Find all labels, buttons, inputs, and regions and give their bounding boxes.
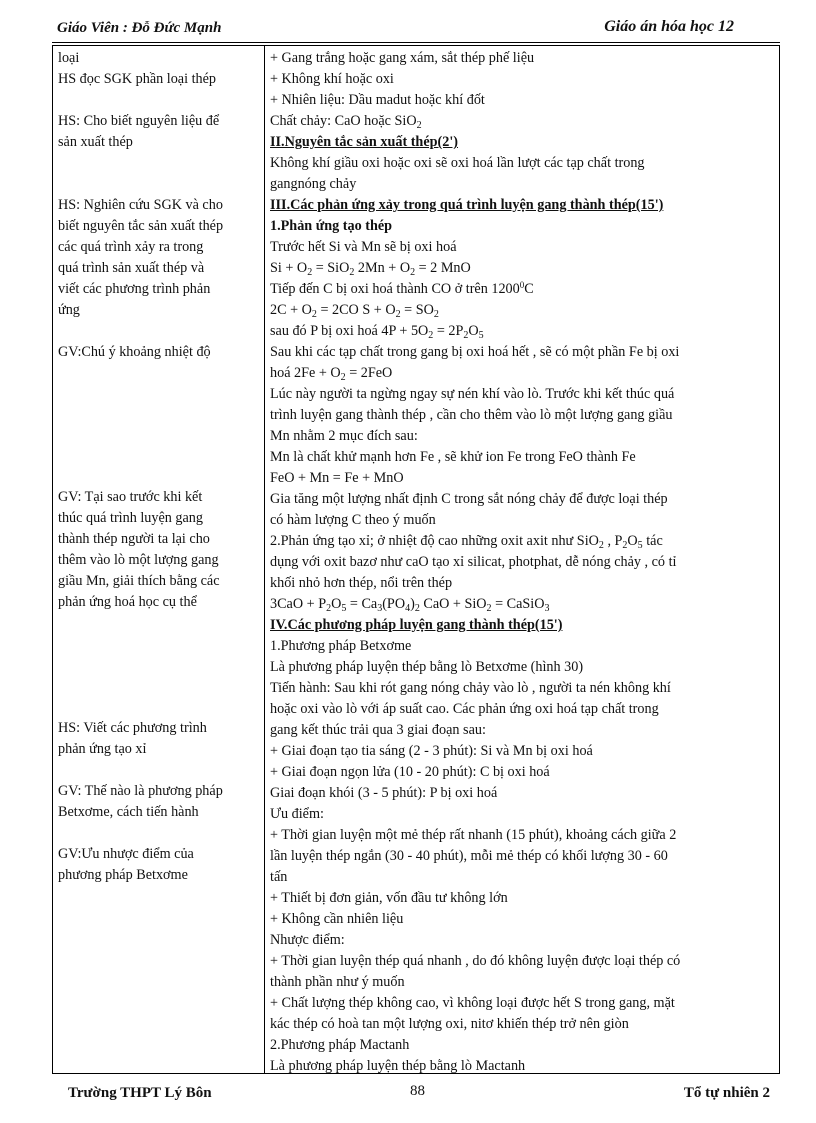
left-line: thành thép người ta lại cho (58, 531, 210, 547)
right-line: Tiến hành: Sau khi rót gang nóng chảy vào lò , người ta nén không khí (270, 680, 671, 696)
right-line: lần luyện thép ngắn (30 - 40 phút), mỗi mẻ thép có khối lượng 30 - 60 (270, 848, 668, 864)
table-column-divider (264, 46, 265, 1074)
right-line: + Thiết bị đơn giản, vốn đầu tư không lớn (270, 890, 508, 906)
header-rule (52, 42, 780, 43)
equation-line: FeO + Mn = Fe + MnO (270, 470, 404, 486)
right-line: + Giai đoạn ngọn lửa (10 - 20 phút): C bị oxi hoá (270, 764, 550, 780)
left-line: các quá trình xảy ra trong (58, 239, 204, 255)
equation-line: hoá $2Fe + O_2 = 2FeO$ (270, 365, 393, 383)
left-line: phản ứng hoá học cụ thể (58, 594, 197, 610)
left-line: thúc quá trình luyện gang (58, 510, 203, 526)
left-line: ứng (58, 302, 80, 318)
right-line: 1.Phương pháp Betxơme (270, 638, 412, 654)
left-line: quá trình sản xuất thép và (58, 260, 205, 276)
right-line: + Thời gian luyện thép quá nhanh , do đó không luyện được loại thép có (270, 953, 681, 969)
right-line: trình luyện gang thành thép , cần cho thêm vào lò một lượng gang giầu (270, 407, 673, 423)
right-line: + Gang trắng hoặc gang xám, sắt thép phế liệu (270, 50, 535, 66)
equation-line: $2C + O_2 = 2CO$ $S + O_2 = SO_2$ (270, 302, 439, 320)
left-line: HS: Cho biết nguyên liệu để (58, 113, 220, 129)
left-line: thêm vào lò một lượng gang (58, 552, 219, 568)
right-line: Mn nhằm 2 mục đích sau: (270, 428, 418, 444)
right-line: Nhược điểm: (270, 932, 345, 948)
right-line: Sau khi các tạp chất trong gang bị oxi hoá hết , sẽ có một phần Fe bị oxi (270, 344, 680, 360)
left-line: giầu Mn, giải thích bằng các (58, 573, 220, 589)
section-heading-iv: IV.Các phương pháp luyện gang thành thép(15') (270, 617, 563, 633)
right-line: hoặc oxi vào lò với áp suất cao. Các phản ứng oxi hoá tạp chất trong (270, 701, 659, 717)
right-line: có hàm lượng C theo ý muốn (270, 512, 436, 528)
right-line: gang kết thúc trải qua 3 giai đoạn sau: (270, 722, 486, 738)
right-line: + Thời gian luyện một mẻ thép rất nhanh (15 phút), khoảng cách giữa 2 (270, 827, 677, 843)
right-line: Lúc này người ta ngừng ngay sự nén khí vào lò. Trước khi kết thúc quá (270, 386, 675, 402)
footer-group: Tổ tự nhiên 2 (683, 1085, 770, 1101)
header-subject: Giáo án hóa học 12 (604, 18, 734, 35)
right-line: Tiếp đến C bị oxi hoá thành CO ở trên 1200$^0$C (270, 280, 534, 297)
equation-line: $3CaO + P_2O_5 = Ca_3(PO_4)_2$ CaO + SiO$_2$ = CaSiO$_3$ (270, 596, 550, 614)
lesson-table (52, 46, 780, 1074)
section-heading-ii: II.Nguyên tắc sản xuất thép(2') (270, 134, 458, 150)
header-teacher: Giáo Viên : Đỗ Đức Mạnh (57, 20, 222, 36)
table-right-border (779, 46, 780, 1074)
right-line: + Không cần nhiên liệu (270, 911, 404, 927)
right-line: + Nhiên liệu: Dầu madut hoặc khí đốt (270, 92, 485, 108)
left-line: HS: Viết các phương trình (58, 720, 207, 736)
left-line: HS: Nghiên cứu SGK và cho (58, 197, 223, 213)
right-line: Mn là chất khử mạnh hơn Fe , sẽ khử ion Fe trong FeO thành Fe (270, 449, 636, 465)
right-line: Là phương pháp luyện thép bằng lò Mactanh (270, 1058, 526, 1074)
left-line: GV:Chú ý khoảng nhiệt độ (58, 344, 211, 360)
footer-school: Trường THPT Lý Bôn (68, 1085, 212, 1101)
right-line: dụng với oxit bazơ như caO tạo xỉ silicat, photphat, dễ nóng chảy , có tỉ (270, 554, 677, 570)
equation-line: $Si + O_2 = SiO_2$ $2Mn + O_2 = 2$ MnO (270, 260, 471, 278)
right-line: Gia tăng một lượng nhất định C trong sắt nóng chảy để được loại thép (270, 491, 668, 507)
slag-line: 2.Phản ứng tạo xỉ; ở nhiệt độ cao những oxit axit như SiO$_2$ , $P_2O_5$ tác (270, 533, 663, 551)
left-line: GV: Thế nào là phương pháp (58, 783, 223, 799)
left-line: loại (58, 50, 80, 66)
right-line: + Giai đoạn tạo tia sáng (2 - 3 phút): Si và Mn bị oxi hoá (270, 743, 593, 759)
right-line: khối nhỏ hơn thép, nổi trên thép (270, 575, 453, 591)
left-line: viết các phương trình phản (58, 281, 211, 297)
right-line: + Chất lượng thép không cao, vì không loại được hết S trong gang, mặt (270, 995, 675, 1011)
left-line: Betxơme, cách tiến hành (58, 804, 199, 820)
right-line: thành phần như ý muốn (270, 974, 405, 990)
right-line: Không khí giầu oxi hoặc oxi sẽ oxi hoá lần lượt các tạp chất trong (270, 155, 645, 171)
left-line: phương pháp Betxơme (58, 867, 188, 883)
footer-page-number: 88 (410, 1083, 425, 1099)
right-line: + Không khí hoặc oxi (270, 71, 394, 87)
equation-line: sau đó P bị oxi hoá $4P + 5O_2 = 2P_2O_5$ (270, 323, 484, 341)
left-line: phản ứng tạo xỉ (58, 741, 147, 757)
right-line: 2.Phương pháp Mactanh (270, 1037, 410, 1053)
left-line: biết nguyên tắc sản xuất thép (58, 218, 224, 234)
table-left-border (52, 46, 53, 1074)
left-line: HS đọc SGK phần loại thép (58, 71, 217, 87)
left-line: sản xuất thép (58, 134, 133, 150)
right-line: Chất chảy: CaO hoặc SiO$_2$ (270, 113, 422, 131)
right-line: Là phương pháp luyện thép bằng lò Betxơme (hình 30) (270, 659, 584, 675)
right-line: Ưu điểm: (270, 806, 324, 822)
right-line: gangnóng chảy (270, 176, 357, 192)
subheading: 1.Phản ứng tạo thép (270, 218, 393, 234)
left-line: GV: Tại sao trước khi kết (58, 489, 203, 505)
right-line: Trước hết Si và Mn sẽ bị oxi hoá (270, 239, 457, 255)
right-line: kác thép có hoà tan một lượng oxi, nitơ khiến thép trở nên giòn (270, 1016, 629, 1032)
left-line: GV:Ưu nhược điểm của (58, 846, 194, 862)
right-line: Giai đoạn khói (3 - 5 phút): P bị oxi hoá (270, 785, 498, 801)
section-heading-iii: III.Các phản ứng xảy trong quá trình luyện gang thành thép(15') (270, 197, 664, 213)
right-line: tấn (270, 869, 288, 885)
